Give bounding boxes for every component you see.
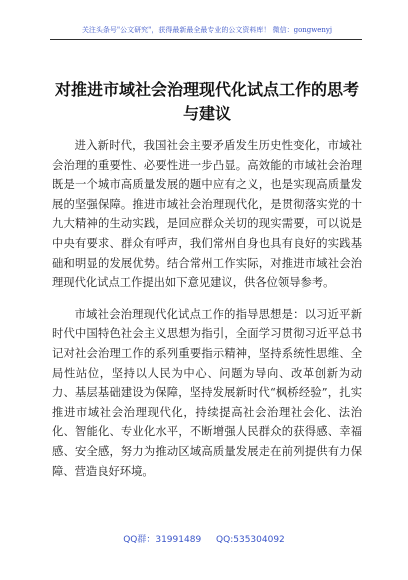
footer-contact <box>0 534 408 546</box>
paragraph-2: 市域社会治理现代化试点工作的指导思想是：以习近平新时代中国特色社会主义思想为指引，全面学习贯彻习近平总书记对社会治理工作的系列重要指示精神，坚持系统性思维、全局性站位，坚持以人民为中心、问题为导向、改革创新为动力、基层基础建设为保障，坚持发展新时代“枫桥经验”，扎实推进市域社会治理现代化，持续提高社会治理社会化、法治化、智能化、专业化水平，不断增强人民群众的获得感、幸福感、安全感，努力为推动区域高质量发展走在前列提供有力保障、营造良好环境。 <box>52 307 362 478</box>
header-divider <box>50 39 362 40</box>
footer-qq-group: QQ群：31991489 <box>123 535 202 545</box>
header-banner: 关注头条号"公文研究"，获得最新最全最专业的公文资料库！ 微信：gongwenyj <box>81 26 333 34</box>
document-title: 对推进市域社会治理现代化试点工作的思考与建议 <box>54 80 359 123</box>
document-body <box>52 136 362 493</box>
footer-qq: QQ:535304092 <box>216 535 285 545</box>
paragraph-1: 进入新时代，我国社会主要矛盾发生历史性变化，市域社会治理的重要性、必要性进一步凸显。高效能的市域社会治理既是一个城市高质量发展的题中应有之义，也是实现高质量发展的坚强保障。推进市域社会治理现代化，是贯彻落实党的十九大精神的生动实践，是回应群众关切的现实需要，可以说是中央有要求、群众有呼声，我们常州自身也具有良好的实践基础和明显的发展优势。结合常州工作实际，对推进市域社会治理现代化试点工作提出如下意见建议，供各位领导参考。 <box>52 139 362 290</box>
